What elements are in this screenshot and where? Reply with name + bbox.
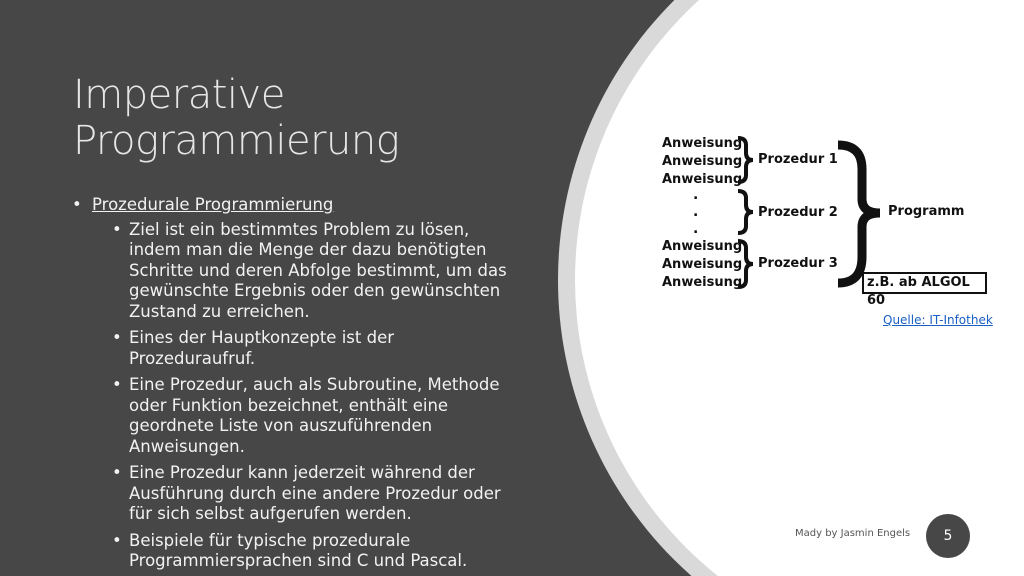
bullet-level2 bbox=[70, 328, 510, 369]
ellipsis-dot: . bbox=[693, 221, 699, 237]
bullet-level2 bbox=[70, 220, 510, 323]
footer-author: Mady by Jasmin Engels bbox=[795, 528, 911, 539]
statement-label: Anweisung bbox=[662, 154, 743, 169]
bullet-level2 bbox=[70, 375, 510, 457]
bullet-list bbox=[70, 195, 510, 576]
statement-label: Anweisung bbox=[662, 275, 743, 290]
page-number: 5 bbox=[926, 514, 970, 558]
ellipsis-dot: . bbox=[693, 187, 699, 203]
program-label: Programm bbox=[888, 204, 965, 219]
procedure-label: Prozedur 3 bbox=[758, 256, 838, 271]
bullet-text: Beispiele für typische prozedurale Programmiersprachen sind C und Pascal. bbox=[129, 530, 468, 570]
example-box: z.B. ab ALGOL 60 bbox=[862, 272, 987, 294]
procedure-diagram bbox=[660, 133, 990, 308]
title-line-2: Programmierung bbox=[73, 118, 400, 164]
bullet-marker: • bbox=[112, 463, 122, 482]
bullet-text: Eines der Hauptkonzepte ist der Prozeduraufruf. bbox=[129, 328, 395, 368]
bullet-marker: • bbox=[72, 195, 82, 214]
bullet-text: Eine Prozedur kann jederzeit während der Ausführung durch eine andere Prozedur oder für sich selbst aufgerufen werden. bbox=[129, 463, 501, 523]
bullet-text: Prozedurale Programmierung bbox=[92, 195, 334, 214]
ellipsis-dot: . bbox=[693, 204, 699, 220]
statement-label: Anweisung bbox=[662, 136, 743, 151]
bullet-marker: • bbox=[112, 219, 122, 239]
procedure-label: Prozedur 1 bbox=[758, 152, 838, 167]
bullet-text: Ziel ist ein bestimmtes Problem zu lösen, indem man die Menge der dazu benötigten Schritte und deren Abfolge bestimmt, um das gewünschte Ergebnis oder den gewünschten Zustand zu erreichen. bbox=[129, 219, 507, 321]
procedure-label: Prozedur 2 bbox=[758, 205, 838, 220]
statement-label: Anweisung bbox=[662, 239, 743, 254]
statement-label: Anweisung bbox=[662, 257, 743, 272]
brace-procedure-2 bbox=[738, 191, 753, 233]
source-link[interactable]: Quelle: IT-Infothek bbox=[883, 313, 993, 327]
title-line-1: Imperative bbox=[73, 72, 285, 118]
bullet-text: Eine Prozedur, auch als Subroutine, Methode oder Funktion bezeichnet, enthält eine geordnete Liste von auszuführenden Anweisungen. bbox=[129, 375, 500, 456]
bullet-level1 bbox=[70, 195, 510, 216]
slide-title bbox=[73, 72, 493, 164]
brace-program bbox=[838, 145, 880, 283]
bullet-level2 bbox=[70, 531, 510, 572]
statement-label: Anweisung bbox=[662, 172, 743, 187]
bullet-marker: • bbox=[112, 375, 122, 394]
bullet-marker: • bbox=[112, 530, 122, 550]
bullet-marker: • bbox=[112, 328, 122, 347]
bullet-level2 bbox=[70, 463, 510, 525]
